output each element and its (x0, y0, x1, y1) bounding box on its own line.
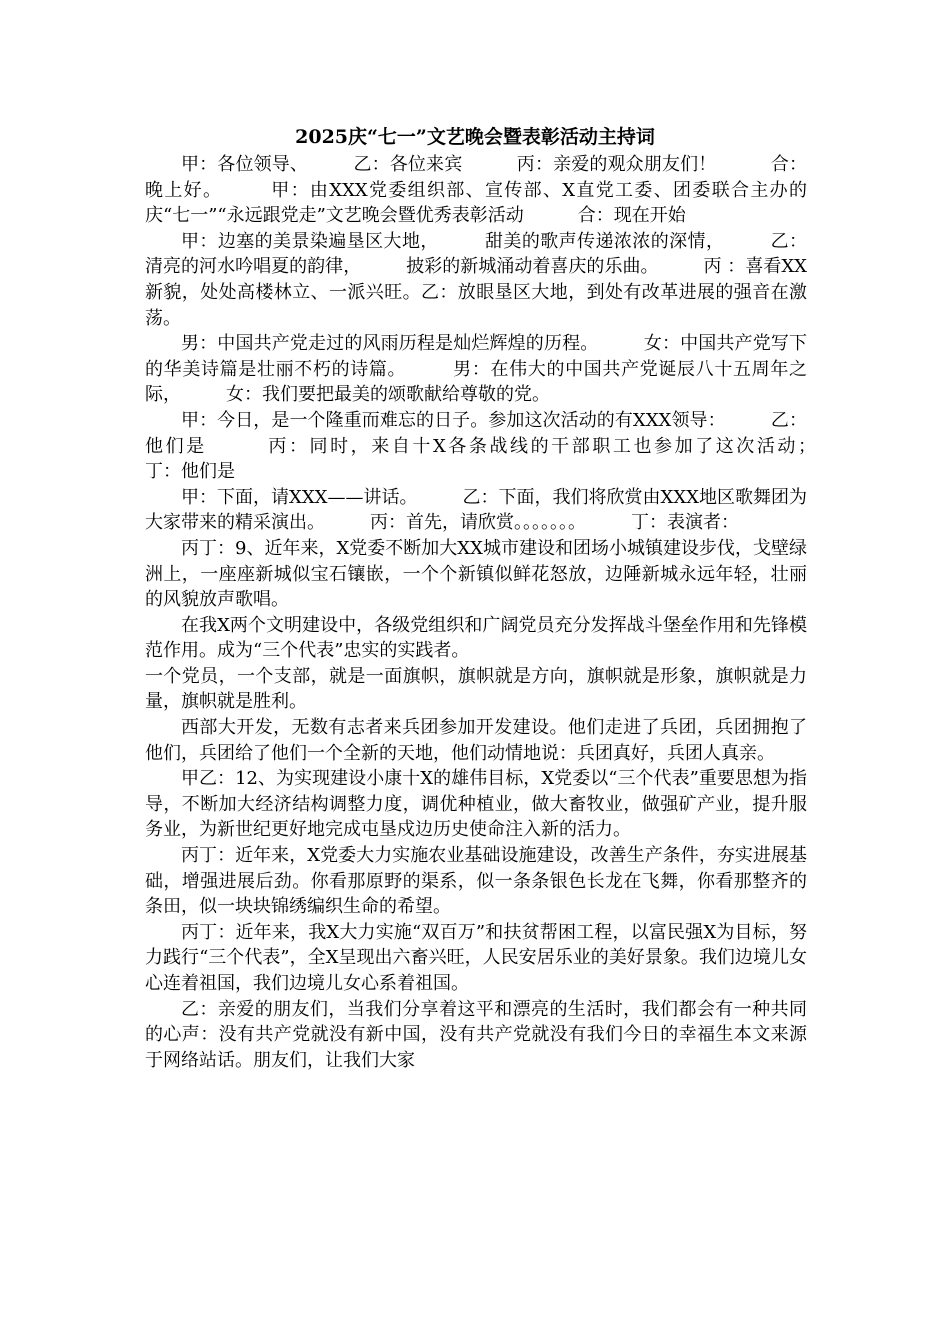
paragraph: 甲：今日，是一个隆重而难忘的日子。参加这次活动的有XXX领导： 乙：他们是 丙：同时，来自十X各条战线的干部职工也参加了这次活动； 丁：他们是 (145, 409, 861, 483)
paragraph: 男：中国共产党走过的风雨历程是灿烂辉煌的历程。 女：中国共产党写下的华美诗篇是壮丽不朽的诗篇。 男：在伟大的中国共产党诞辰八十五周年之际， 女：我们要把最美的颂歌献给尊敬的党。 (145, 333, 807, 406)
paragraph: 丙丁：9、近年来，X党委不断加大XX城市建设和团场小城镇建设步伐，戈壁绿洲上，一座座新城似宝石镶嵌，一个个新镇似鲜花怒放，边陲新城永远年轻，壮丽的风貌放声歌唱。 (145, 537, 807, 611)
paragraph: 西部大开发，无数有志者来兵团参加开发建设。他们走进了兵团，兵团拥抱了他们，兵团给了他们一个全新的天地，他们动情地说：兵团真好，兵团人真亲。 (145, 717, 807, 764)
paragraph: 丙丁：近年来，我X大力实施“双百万”和扶贫帮困工程，以富民强X为目标，努力践行“三个代表”，全X呈现出六畜兴旺，人民安居乐业的美好景象。我们边境儿女心连着祖国，我们边境儿女心系着祖国。 (145, 921, 807, 994)
document-title: 2025庆“七一”文艺晚会暨表彰活动主持词 (295, 126, 655, 148)
paragraph: 甲：各位领导、 乙：各位来宾 丙：亲爱的观众朋友们！ 合：晚上好。 甲：由XXX党委组织部、宣传部、X直党工委、团委联合主办的庆“七一”“永远跟党走”文艺晚会暨优秀表彰活动 合：现在开始 (145, 154, 807, 227)
paragraph: 一个党员，一个支部，就是一面旗帜，旗帜就是方向，旗帜就是形象，旗帜就是力量，旗帜就是胜利。 (145, 665, 807, 713)
paragraph: 乙：亲爱的朋友们，当我们分享着这平和漂亮的生活时，我们都会有一种共同的心声：没有共产党就没有新中国，没有共产党就没有我们今日的幸福生本文来源于网络站话。朋友们，让我们大家 (145, 998, 807, 1071)
paragraph: 甲：下面，请XXX——讲话。 乙：下面，我们将欣赏由XXX地区歌舞团为大家带来的精采演出。 丙：首先，请欣赏。。。。。。。 丁：表演者： (145, 486, 807, 534)
paragraph: 丙丁：近年来，X党委大力实施农业基础设施建设，改善生产条件，夯实进展基础，增强进展后劲。你看那原野的渠系，似一条条银色长龙在飞舞，你看那整齐的条田，似一块块锦绣编织生命的希望。 (145, 845, 807, 918)
paragraph: 在我X两个文明建设中，各级党组织和广阔党员充分发挥战斗堡垒作用和先锋模范作用。成为“三个代表”忠实的实践者。 (145, 614, 807, 662)
paragraph: 甲：边塞的美景染遍垦区大地， 甜美的歌声传递浓浓的深情， 乙：清亮的河水吟唱夏的韵律， 披彩的新城涌动着喜庆的乐曲。 丙 ：喜看XX新貌，处处高楼林立、一派兴旺。乙：放眼垦区大地，到处有改革进展的强音在激荡。 (145, 230, 807, 329)
paragraph: 甲乙：12、为实现建设小康十X的雄伟目标，X党委以“三个代表”重要思想为指导，不断加大经济结构调整力度，调优种植业，做大畜牧业，做强矿产业，提升服务业，为新世纪更好地完成屯垦戍边历史使命注入新的活力。 (145, 768, 807, 841)
document-body (145, 152, 861, 1073)
